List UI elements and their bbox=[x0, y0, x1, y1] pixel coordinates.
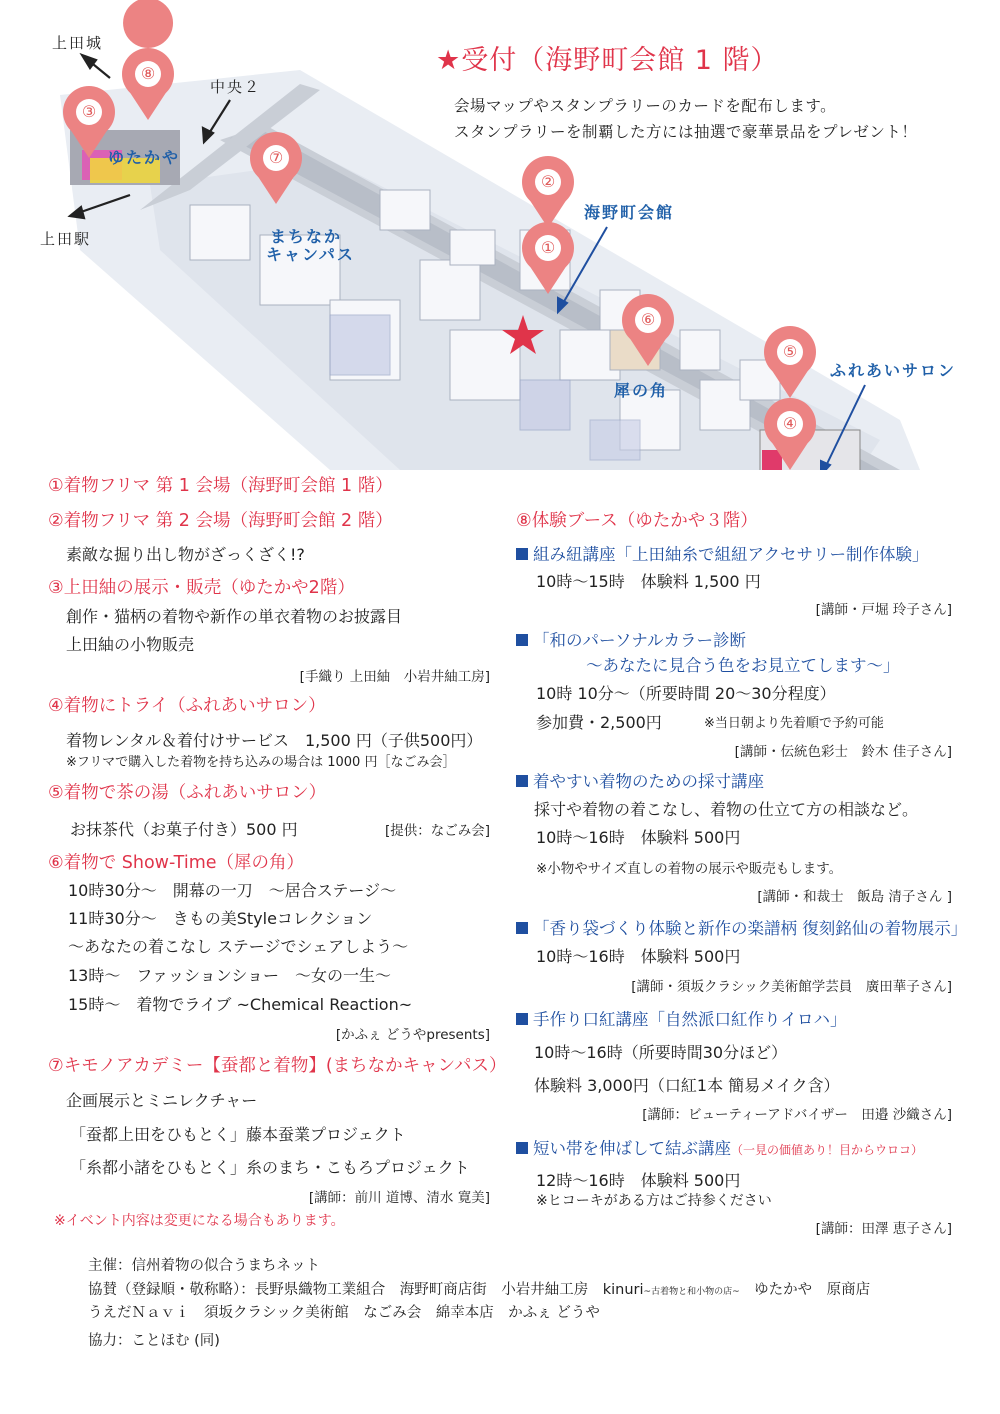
section-4-body-1: 着物レンタル＆着付けサービス 1,500 円（子供500円） bbox=[66, 731, 483, 750]
section-6-line-2: 11時30分～ きもの美Styleコレクション bbox=[68, 909, 373, 928]
section-7-credit: [講師：前川 道博、清水 寛美] bbox=[308, 1190, 490, 1206]
booth-1-credit: [講師・戸堀 玲子さん] bbox=[815, 602, 952, 618]
booth-4-title bbox=[516, 915, 967, 939]
booth-3-title-text: 着やすい着物のための採寸講座 bbox=[533, 772, 764, 791]
booth-6-square-icon bbox=[516, 1142, 528, 1154]
place-chuo2: 中央２ bbox=[210, 78, 262, 96]
place-machinaka-line2: キャンパス bbox=[266, 245, 355, 264]
booth-4-title-text: 「香り袋づくり体験と新作の楽譜柄 復刻銘仙の着物展示」 bbox=[533, 919, 968, 938]
footer-sponsors-1-small: ~古着物と和小物の店~ bbox=[643, 1287, 740, 1297]
booth-6-title bbox=[516, 1135, 923, 1159]
booth-4-line-1: 10時～16時 体験料 500円 bbox=[536, 947, 741, 966]
pin-2-label: ② bbox=[535, 169, 561, 195]
booth-6-line-2: ※ヒコーキがある方はご持参ください bbox=[536, 1193, 772, 1209]
section-6-line-5: 15時～ 着物でライブ ~Chemical Reaction~ bbox=[68, 995, 413, 1014]
section-4-body-2: ※フリマで購入した着物を持ち込みの場合は 1000 円［なごみ会］ bbox=[66, 755, 456, 770]
booth-1-square-icon bbox=[516, 548, 528, 560]
footer-sponsors-1a: 協賛（登録順・敬称略）：長野県織物工業組合 海野町商店街 小岩井紬工房 kinuri bbox=[88, 1282, 644, 1298]
booth-2-title bbox=[516, 627, 746, 651]
booth-3-line-3: ※小物やサイズ直しの着物の展示や販売もします。 bbox=[536, 861, 843, 877]
footer-sponsors-1b: ゆたかや 原商店 bbox=[739, 1282, 871, 1298]
section-7-line-3: 「糸都小諸をひもとく」糸のまち・こもろプロジェクト bbox=[70, 1158, 470, 1177]
section-4-title: ④着物にトライ（ふれあいサロン） bbox=[48, 696, 326, 716]
section-7-line-2: 「蚕都上田をひもとく」藤本蚕業プロジェクト bbox=[70, 1125, 406, 1144]
booth-2-line-2: 参加費・2,500円 bbox=[536, 713, 662, 732]
section-1-title: ①着物フリマ 第 1 会場（海野町会館 1 階） bbox=[48, 476, 393, 496]
pin-7-label: ⑦ bbox=[263, 145, 289, 171]
booth-4-square-icon bbox=[516, 922, 528, 934]
section-3-body-1: 創作・猫柄の着物や新作の単衣着物のお披露目 bbox=[66, 607, 403, 626]
section-3-body-2: 上田紬の小物販売 bbox=[66, 635, 195, 654]
footer-sponsors-1 bbox=[88, 1278, 870, 1299]
section-5-title: ⑤着物で茶の湯（ふれあいサロン） bbox=[48, 783, 327, 803]
booth-5-line-2: 体験料 3,000円（口紅1本 簡易メイク含） bbox=[534, 1076, 840, 1095]
footer-organizer: 主催：信州着物の似合うまちネット bbox=[88, 1258, 320, 1274]
area-map bbox=[0, 0, 1000, 470]
booth-6-title-text: 短い帯を伸ばして結ぶ講座 bbox=[533, 1139, 731, 1158]
booth-2-credit: [講師・伝統色彩士 鈴木 佳子さん] bbox=[734, 744, 952, 760]
booth-4-credit: [講師・須坂クラシック美術館学芸員 廣田華子さん] bbox=[631, 979, 952, 995]
place-hirono-kado: 犀の角 bbox=[614, 381, 669, 400]
section-3-title: ③上田紬の展示・販売（ゆたかや2階） bbox=[48, 578, 355, 598]
section-7-line-1: 企画展示とミニレクチャー bbox=[66, 1091, 258, 1110]
booth-5-credit: [講師：ビューティーアドバイザー 田邉 沙織さん] bbox=[642, 1107, 952, 1123]
place-fureai-salon: ふれあいサロン bbox=[830, 361, 957, 380]
place-unnocho-kaikan: 海野町会館 bbox=[584, 203, 675, 222]
section-5-credit: [提供：なごみ会] bbox=[384, 823, 490, 839]
booth-3-line-2: 10時～16時 体験料 500円 bbox=[536, 828, 741, 847]
pin-6-label: ⑥ bbox=[635, 307, 661, 333]
booth-2-line-1: 10時 10分～（所要時間 20～30分程度） bbox=[536, 684, 836, 703]
section-6-line-3: ～あなたの着こなし ステージでシェアしよう～ bbox=[68, 937, 409, 956]
booth-2-title-text: 「和のパーソナルカラー診断 bbox=[533, 631, 747, 650]
place-ueda-castle: 上田城 bbox=[52, 34, 104, 52]
booth-5-line-1: 10時～16時（所要時間30分ほど） bbox=[534, 1043, 788, 1062]
footer-cooperation: 協力：ことほむ (同) bbox=[88, 1333, 220, 1349]
reception-line-1: 会場マップやスタンプラリーのカードを配布します。 bbox=[454, 97, 837, 115]
booth-5-square-icon bbox=[516, 1013, 528, 1025]
section-6-title: ⑥着物で Show-Time（犀の角） bbox=[48, 853, 305, 873]
footer-sponsors-2: うえだＮａｖｉ 須坂クラシック美術館 なごみ会 綿幸本店 かふぇ どうや bbox=[88, 1305, 600, 1321]
booth-5-title bbox=[516, 1006, 847, 1030]
pin-8-label: ⑧ bbox=[135, 61, 161, 87]
booth-3-credit: [講師・和裁士 飯島 清子さん ] bbox=[757, 889, 952, 905]
section-2-body: 素敵な掘り出し物がざっくざく!? bbox=[66, 545, 305, 564]
place-machinaka-line1: まちなか bbox=[270, 227, 343, 246]
place-yutakaya: ゆたかや bbox=[108, 148, 181, 167]
booth-1-title-text: 組み紐講座「上田紬糸で組紐アクセサリー制作体験」 bbox=[533, 545, 929, 564]
pin-5-label: ⑤ bbox=[777, 339, 803, 365]
booth-2-square-icon bbox=[516, 634, 528, 646]
booth-1-line-1: 10時～15時 体験料 1,500 円 bbox=[536, 572, 761, 591]
booth-6-credit: [講師：田澤 恵子さん] bbox=[815, 1221, 952, 1237]
section-6-credit: [かふぇ どうやpresents] bbox=[335, 1027, 490, 1043]
section-8-title: ⑧体験ブース（ゆたかや３階） bbox=[516, 511, 758, 531]
section-3-credit: [手織り 上田紬 小岩井紬工房] bbox=[299, 669, 490, 685]
event-change-notice: ※イベント内容は変更になる場合もあります。 bbox=[54, 1213, 345, 1229]
booth-3-title bbox=[516, 768, 764, 792]
section-6-line-1: 10時30分～ 開幕の一刀 ～居合ステージ～ bbox=[68, 881, 397, 900]
booth-6-title-note: （一見の価値あり！目からウロコ） bbox=[731, 1143, 924, 1157]
section-7-title: ⑦キモノアカデミー【蚕都と着物】(まちなかキャンパス） bbox=[48, 1056, 507, 1076]
pin-1-label: ① bbox=[535, 235, 561, 261]
booth-3-line-1: 採寸や着物の着こなし、着物の仕立て方の相談など。 bbox=[534, 800, 919, 819]
section-5-body: お抹茶代（お菓子付き）500 円 bbox=[70, 820, 298, 839]
reception-title: ★受付（海野町会館 1 階） bbox=[436, 45, 779, 76]
pin-4-label: ④ bbox=[777, 411, 803, 437]
booth-3-square-icon bbox=[516, 775, 528, 787]
section-6-line-4: 13時～ ファッションショー ～女の一生～ bbox=[68, 966, 391, 985]
booth-2-title-2: ～あなたに見合う色をお見立てします～」 bbox=[586, 656, 900, 675]
section-2-title: ②着物フリマ 第 2 会場（海野町会館 2 階） bbox=[48, 511, 393, 531]
booth-1-title bbox=[516, 541, 929, 565]
booth-5-title-text: 手作り口紅講座「自然派口紅作りイロハ」 bbox=[533, 1010, 847, 1029]
place-ueda-station: 上田駅 bbox=[40, 230, 92, 248]
reception-line-2: スタンプラリーを制覇した方には抽選で豪華景品をプレゼント！ bbox=[454, 123, 918, 141]
booth-6-line-1: 12時～16時 体験料 500円 bbox=[536, 1171, 741, 1190]
booth-2-note: ※当日朝より先着順で予約可能 bbox=[704, 716, 884, 731]
pin-3-label: ③ bbox=[76, 99, 102, 125]
